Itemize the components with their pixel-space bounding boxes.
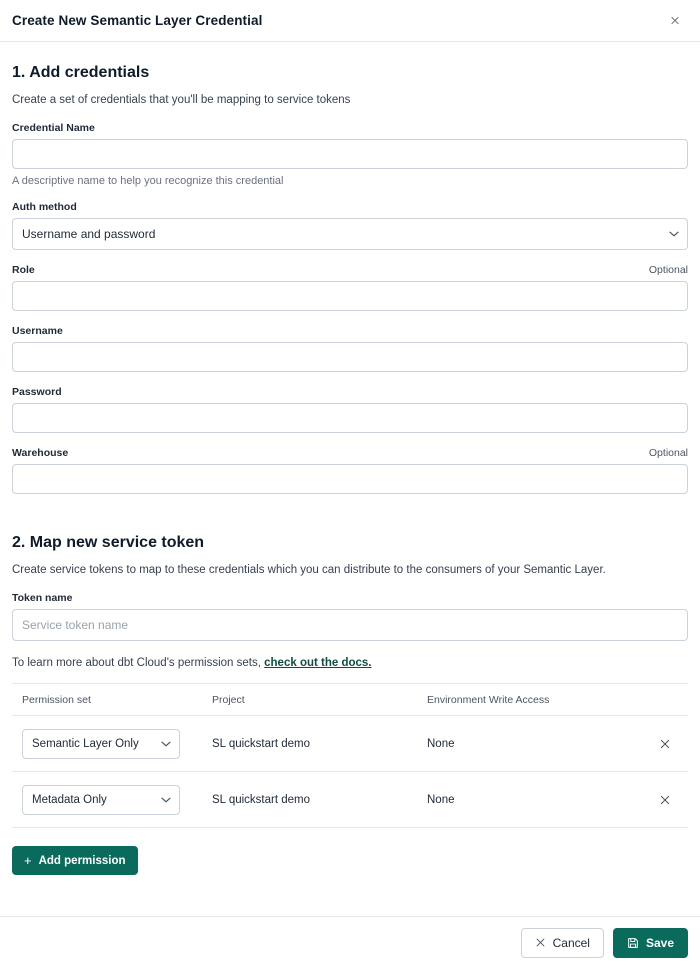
- role-input[interactable]: [12, 281, 688, 311]
- table-header-row: [12, 683, 688, 716]
- cancel-button[interactable]: [521, 928, 604, 958]
- column-header-permission-set: Permission set: [22, 694, 91, 706]
- remove-permission-icon[interactable]: [652, 731, 678, 757]
- auth-method-field: [12, 201, 688, 250]
- permission-set-select[interactable]: [22, 729, 180, 759]
- chevron-down-icon: [161, 741, 171, 747]
- role-optional-tag: Optional: [648, 264, 688, 276]
- username-input[interactable]: [12, 342, 688, 372]
- auth-method-select[interactable]: [12, 218, 688, 250]
- warehouse-input[interactable]: [12, 464, 688, 494]
- auth-method-value: Username and password: [22, 227, 156, 241]
- add-permission-button[interactable]: [12, 846, 138, 875]
- role-field: [12, 264, 688, 311]
- table-row: [12, 772, 688, 828]
- password-field: [12, 386, 688, 433]
- plus-icon: +: [24, 853, 32, 868]
- add-permission-label: Add permission: [38, 854, 126, 867]
- page-title: Create New Semantic Layer Credential: [12, 13, 263, 28]
- modal-footer: [0, 916, 700, 968]
- project-cell: SL quickstart demo: [212, 793, 311, 806]
- warehouse-field: [12, 447, 688, 494]
- docs-hint-text: To learn more about dbt Cloud's permission sets,: [12, 657, 261, 669]
- auth-method-label: Auth method: [12, 201, 77, 213]
- role-label: Role: [12, 264, 35, 276]
- username-label: Username: [12, 325, 63, 337]
- section-1-description: Create a set of credentials that you'll be mapping to service tokens: [12, 94, 351, 106]
- close-icon: [535, 937, 546, 948]
- close-icon[interactable]: [664, 10, 686, 32]
- section-2-title: 2. Map new service token: [12, 534, 205, 551]
- remove-permission-icon[interactable]: [652, 787, 678, 813]
- credential-name-hint: A descriptive name to help you recognize this credential: [12, 175, 284, 187]
- permission-set-value: Semantic Layer Only: [32, 737, 139, 750]
- environment-write-access-cell: None: [427, 737, 455, 750]
- modal-body: [0, 42, 700, 916]
- token-name-field: [12, 592, 688, 641]
- cancel-label: Cancel: [552, 935, 590, 950]
- project-cell: SL quickstart demo: [212, 737, 311, 750]
- section-1-title: 1. Add credentials: [12, 64, 150, 81]
- docs-link[interactable]: check out the docs.: [264, 657, 372, 669]
- token-name-input[interactable]: [12, 609, 688, 641]
- username-field: [12, 325, 688, 372]
- credential-name-input[interactable]: [12, 139, 688, 169]
- column-header-project: Project: [212, 694, 245, 706]
- save-button[interactable]: [613, 928, 688, 958]
- permissions-table: [12, 683, 688, 828]
- credential-name-label: Credential Name: [12, 122, 95, 134]
- password-input[interactable]: [12, 403, 688, 433]
- modal-header: [0, 0, 700, 42]
- column-header-environment-write-access: Environment Write Access: [427, 694, 550, 706]
- save-label: Save: [645, 935, 674, 950]
- warehouse-optional-tag: Optional: [648, 447, 688, 459]
- docs-hint: [12, 657, 688, 669]
- permission-set-select[interactable]: [22, 785, 180, 815]
- environment-write-access-cell: None: [427, 793, 455, 806]
- chevron-down-icon: [161, 797, 171, 803]
- permission-set-value: Metadata Only: [32, 793, 107, 806]
- section-2-description: Create service tokens to map to these credentials which you can distribute to the consumers of your Semantic Layer.: [12, 564, 606, 576]
- credential-name-field: [12, 122, 688, 187]
- save-disk-icon: [627, 937, 639, 949]
- token-name-label: Token name: [12, 592, 73, 604]
- warehouse-label: Warehouse: [12, 447, 69, 459]
- table-row: [12, 716, 688, 772]
- password-label: Password: [12, 386, 62, 398]
